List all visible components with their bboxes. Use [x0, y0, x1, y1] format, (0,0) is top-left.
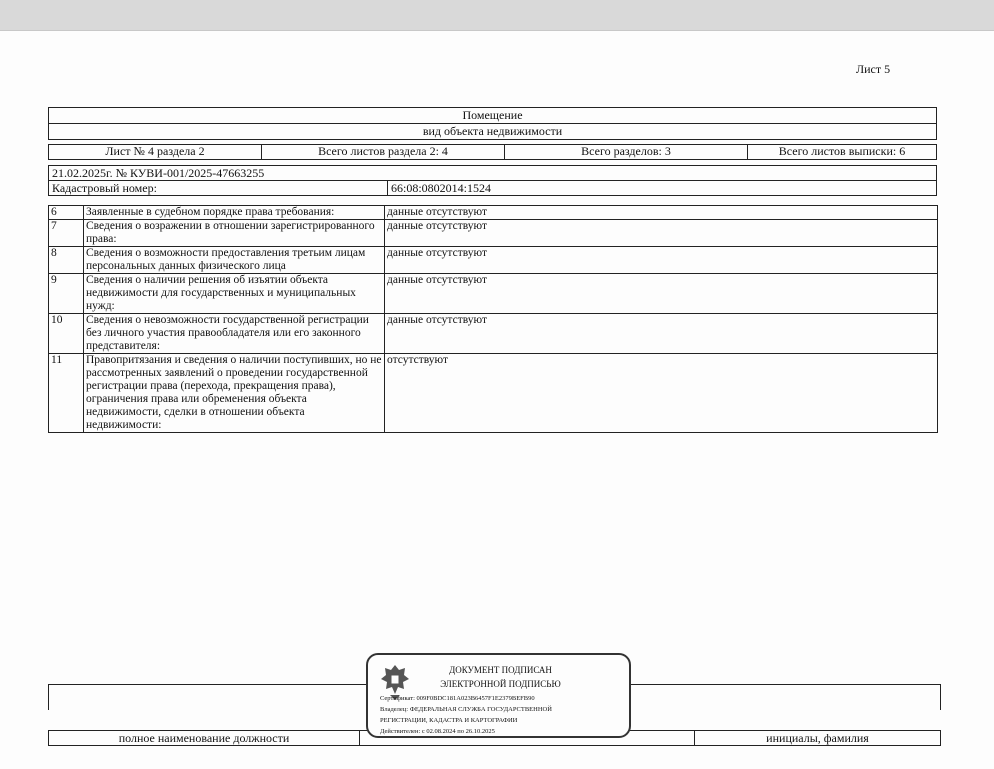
row-value: данные отсутствуют: [385, 314, 938, 354]
registration-block: [48, 165, 937, 196]
stamp-certificate: Сертификат: 009F0BDC181A023B6457F1E2379BEFB90: [380, 695, 535, 702]
row-value: данные отсутствуют: [385, 220, 938, 247]
row-number: 9: [49, 274, 84, 314]
stamp-line-2: ЭЛЕКТРОННОЙ ПОДПИСЬЮ: [440, 679, 561, 689]
row-value: данные отсутствуют: [385, 206, 938, 220]
row-label: Правопритязания и сведения о наличии поступивших, но не рассмотренных заявлений о проведении государственной регистрации права (перехода, прекращения права), ограничения права или обременения объекта недвижимости, сделки в отношении объекта недвижимости:: [84, 354, 385, 433]
row-number: 8: [49, 247, 84, 274]
cadastral-row: [49, 180, 936, 195]
cadastral-label: Кадастровый номер:: [49, 181, 388, 195]
row-label: Сведения о возражении в отношении зарегистрированного права:: [84, 220, 385, 247]
row-value: данные отсутствуют: [385, 274, 938, 314]
row-label: Сведения о невозможности государственной регистрации без личного участия правообладателя или его законного представителя:: [84, 314, 385, 354]
table-row: [49, 247, 938, 274]
table-row: [49, 354, 938, 433]
name-label: инициалы, фамилия: [695, 731, 941, 745]
table-row: [49, 220, 938, 247]
rights-table: [48, 205, 938, 433]
electronic-signature-stamp: [366, 653, 631, 738]
cadastral-value: 66:08:0802014:1524: [391, 181, 492, 195]
stamp-owner-1: Владелец: ФЕДЕРАЛЬНАЯ СЛУЖБА ГОСУДАРСТВЕННОЙ: [380, 706, 552, 713]
position-label: полное наименование должности: [48, 731, 360, 745]
table-row: [49, 206, 938, 220]
table-row: [49, 314, 938, 354]
row-number: 10: [49, 314, 84, 354]
object-type-subtitle: вид объекта недвижимости: [49, 123, 936, 139]
row-label: Сведения о возможности предоставления третьим лицам персональных данных физического лица: [84, 247, 385, 274]
object-type-title: Помещение: [462, 108, 523, 122]
row-label: Сведения о наличии решения об изъятии объекта недвижимости для государственных и муниципальных нужд:: [84, 274, 385, 314]
row-value: данные отсутствуют: [385, 247, 938, 274]
sheet-number: Лист 5: [856, 62, 891, 76]
total-section-sheets-cell: Всего листов раздела 2: 4: [262, 145, 505, 159]
registration-number: 21.02.2025г. № КУВИ-001/2025-47663255: [52, 166, 265, 180]
row-number: 6: [49, 206, 84, 220]
table-row: [49, 274, 938, 314]
stamp-line-1: ДОКУМЕНТ ПОДПИСАН: [449, 665, 552, 675]
stamp-owner-2: РЕГИСТРАЦИИ, КАДАСТРА И КАРТОГРАФИИ: [380, 717, 518, 724]
row-number: 7: [49, 220, 84, 247]
row-label: Заявленные в судебном порядке права требования:: [84, 206, 385, 220]
total-sections-cell: Всего разделов: 3: [505, 145, 748, 159]
object-type-header: [48, 107, 937, 140]
row-number: 11: [49, 354, 84, 433]
sheet-section-cell: Лист № 4 раздела 2: [49, 145, 262, 159]
row-value: отсутствуют: [385, 354, 938, 433]
stamp-valid: Действителен: с 02.08.2024 по 26.10.2025: [380, 728, 495, 735]
total-extract-sheets-cell: Всего листов выписки: 6: [778, 144, 906, 158]
sheet-meta-row: [48, 144, 937, 160]
